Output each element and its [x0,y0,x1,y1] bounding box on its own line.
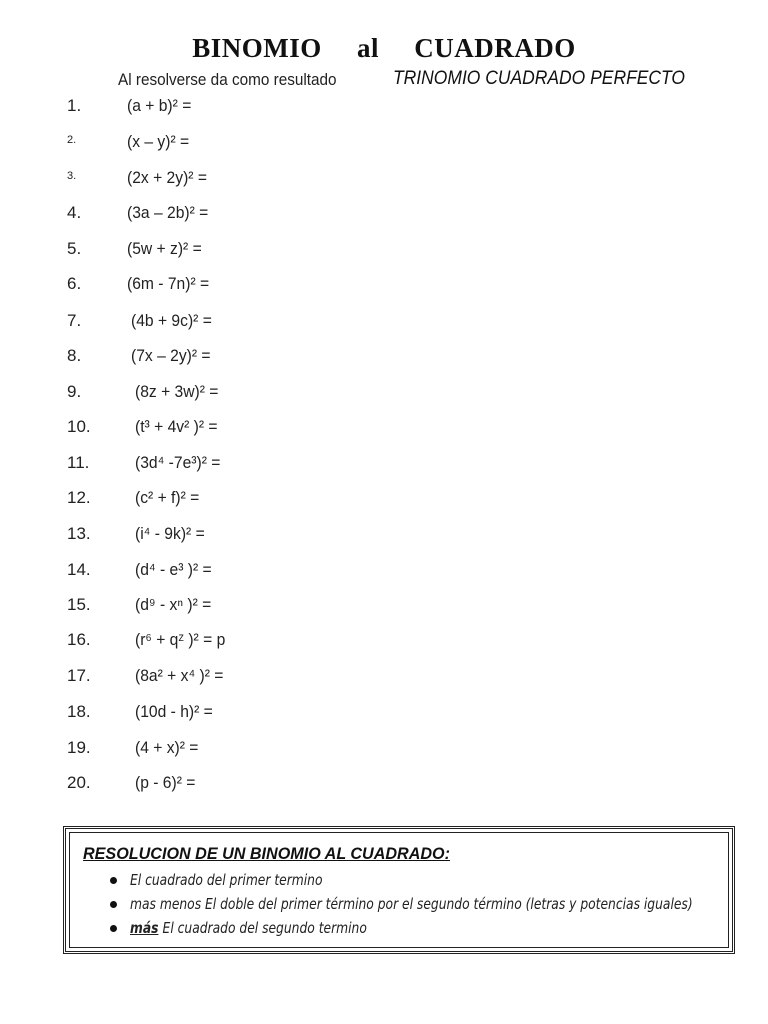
exercise-expression: (3d⁴ -7e³)² = [135,453,221,472]
exercise-expression: (2x + 2y)² = [127,168,207,187]
exercise-row [0,417,768,443]
bullet-text: El cuadrado del segundo termino [162,919,367,937]
exercise-row [0,382,768,408]
exercise-number: 16. [67,630,91,649]
exercise-row [0,203,768,229]
subtitle-right: TRINOMIO CUADRADO PERFECTO [393,68,685,89]
exercise-row [0,274,768,300]
title-part-binomio: BINOMIO [192,33,322,63]
exercise-number: 20. [67,773,91,792]
exercise-number: 13. [67,524,91,543]
exercise-expression: (4b + 9c)² = [131,311,212,330]
exercise-expression: (i⁴ - 9k)² = [135,524,205,543]
exercise-number: 1. [67,96,82,115]
exercise-number: 19. [67,738,91,757]
exercise-number: 10. [67,417,91,436]
resolution-bullets [108,868,768,940]
exercise-number: 18. [67,702,91,721]
title-part-cuadrado: CUADRADO [414,33,576,63]
exercise-expression: (4 + x)² = [135,738,199,757]
exercise-number: 9. [67,382,82,401]
resolution-box-inner [69,832,729,948]
exercise-expression: (5w + z)² = [127,239,202,258]
exercise-number: 8. [67,346,82,365]
exercise-row [0,595,768,621]
list-item [108,868,768,892]
exercise-expression: (d⁴ - e³ )² = [135,560,212,579]
title-part-al: al [357,33,380,63]
exercise-expression: (6m - 7n)² = [127,274,210,293]
exercise-row [0,702,768,728]
exercise-expression: (x – y)² = [127,132,190,151]
exercise-expression: (r⁶ + qᶻ )² = p [135,630,226,649]
list-item [108,916,768,940]
exercise-row [0,453,768,479]
exercise-number: 7. [67,311,82,330]
exercise-number: 11. [67,453,90,472]
exercise-expression: (7x – 2y)² = [131,346,211,365]
page-title [0,33,768,64]
exercise-number: 2. [67,134,77,146]
exercise-number: 4. [67,203,82,222]
bullet-text: El cuadrado del primer termino [130,871,323,889]
exercise-number: 12. [67,488,91,507]
bullet-text: mas menos El doble del primer término por el segundo término (letras y potencias iguales) [130,895,693,913]
exercise-row [0,524,768,550]
exercise-expression: (10d - h)² = [135,702,213,721]
exercise-expression: (t³ + 4v² )² = [135,417,218,436]
list-item [108,892,768,916]
exercise-row [0,346,768,372]
exercise-number: 15. [67,595,91,614]
resolution-box [63,826,735,954]
exercise-number: 14. [67,560,91,579]
exercise-row [0,168,768,194]
resolution-box-title: RESOLUCION DE UN BINOMIO AL CUADRADO: [83,844,450,863]
exercise-row [0,488,768,514]
exercise-expression: (p - 6)² = [135,773,196,792]
exercise-row [0,311,768,337]
mas-keyword: más [130,919,159,937]
exercise-number: 5. [67,239,82,258]
exercise-number: 17. [67,666,91,685]
exercise-expression: (8a² + x⁴ )² = [135,666,224,685]
exercise-row [0,239,768,265]
exercise-number: 6. [67,274,82,293]
exercise-expression: (3a – 2b)² = [127,203,209,222]
exercise-row [0,738,768,764]
exercise-row [0,132,768,158]
exercise-expression: (a + b)² = [127,96,192,115]
exercise-number: 3. [67,170,77,182]
exercise-row [0,560,768,586]
exercise-row [0,96,768,122]
exercise-row [0,630,768,656]
exercise-expression: (d⁹ - xⁿ )² = [135,595,212,614]
exercise-row [0,773,768,799]
subtitle-left: Al resolverse da como resultado [118,70,337,89]
exercise-row [0,666,768,692]
exercise-expression: (8z + 3w)² = [135,382,219,401]
exercise-expression: (c² + f)² = [135,488,200,507]
